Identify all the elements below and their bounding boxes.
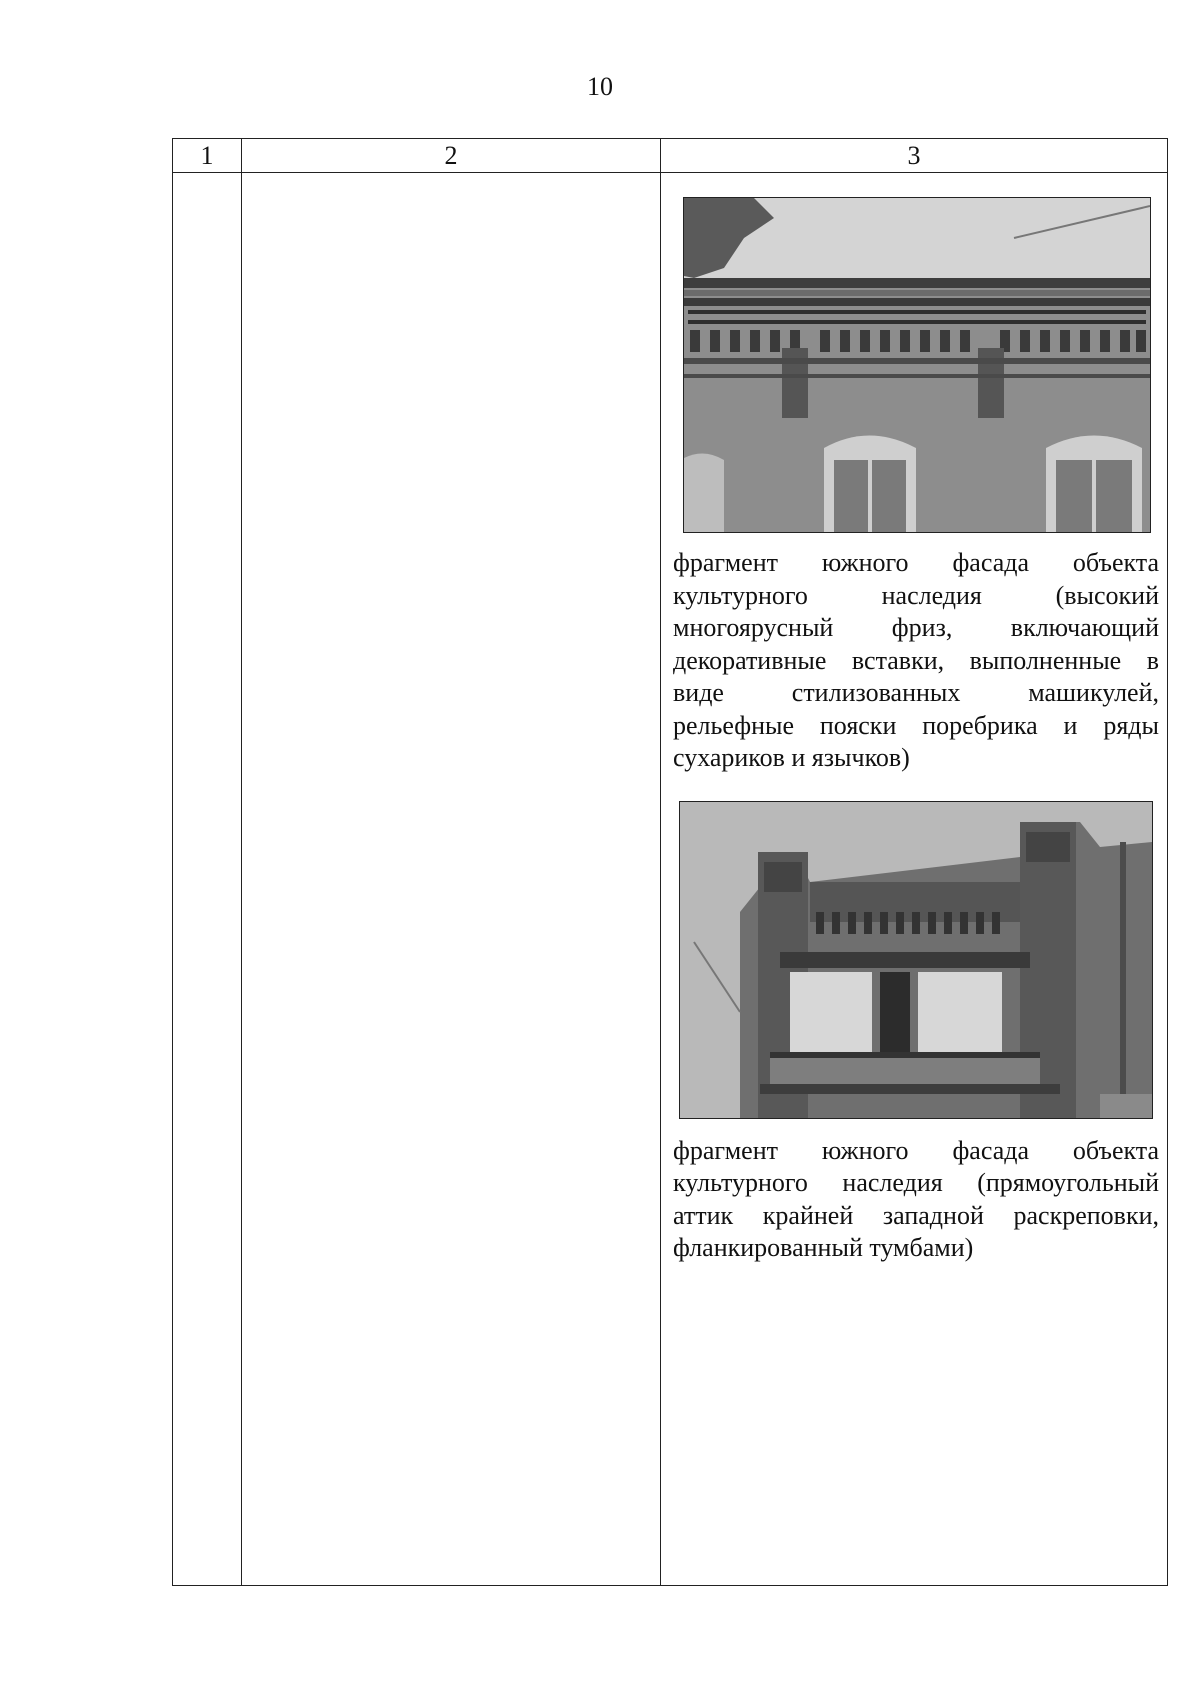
facade-attic-photo xyxy=(679,801,1153,1119)
row-cell-col-3 xyxy=(661,173,1168,1586)
header-col-2: 2 xyxy=(242,139,661,173)
table-row xyxy=(173,173,1168,1586)
attic-photo-caption: фрагмент южного фасада объекта культурного наследия (прямоугольный аттик крайней западной раскреповки, фланкированный тумбами) xyxy=(673,1135,1159,1262)
monument-description-table xyxy=(172,138,1168,1586)
header-col-1: 1 xyxy=(173,139,242,173)
row-cell-col-2 xyxy=(242,173,661,1586)
header-col-3: 3 xyxy=(661,139,1168,173)
table-header-row xyxy=(173,139,1168,173)
frieze-photo-caption: фрагмент южного фасада объекта культурного наследия (высокий многоярусный фриз, включающий декоративные вставки, выполненные в виде стилизованных машикулей, рельефные пояски поребрика и ряды сухариков и язычков) xyxy=(673,548,1159,772)
facade-frieze-photo xyxy=(683,197,1151,533)
row-cell-col-1 xyxy=(173,173,242,1586)
page-number: 10 xyxy=(587,72,613,101)
